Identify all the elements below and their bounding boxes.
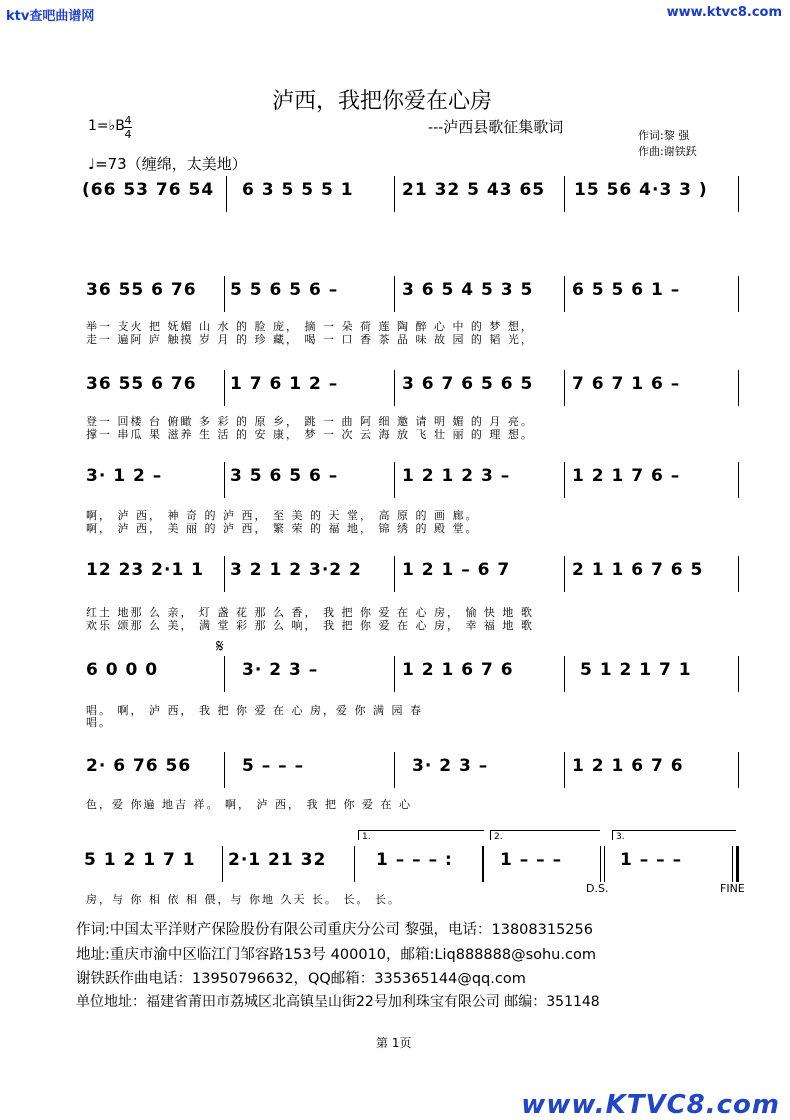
measure: 36 55 6 76 (86, 374, 197, 394)
measure: 21 32 5 43 65 (402, 180, 546, 200)
watermark: www.KTVC8.com (521, 1090, 780, 1120)
measure: 3· 2 3 – (412, 756, 489, 776)
measure: 36 55 6 76 (86, 280, 197, 300)
measure: 6 0 0 0 (86, 660, 159, 680)
measure: 3 2 1 2 3·2 2 (230, 560, 362, 580)
measure: 3 6 5 4 5 3 5 (402, 280, 534, 300)
contact-line: 谢铁跃作曲电话：13950796632，QQ邮箱：335365144@qq.com (76, 971, 526, 987)
site-name-left: ktv查吧曲谱网 (6, 9, 95, 24)
ending-3-label: 3. (616, 832, 625, 842)
contact-line: 单位地址：福建省莆田市荔城区北高镇呈山街22号加利珠宝有限公司 邮编：351148 (76, 994, 600, 1010)
measure: 1 – – – (620, 850, 683, 870)
measure: 5 5 6 5 6 – (230, 280, 339, 300)
score-row-1 (76, 176, 740, 220)
lyric-line: 房，与 你 相 依 相 偎，与 你地 久天 长。 长。 长。 (86, 893, 401, 906)
song-title: 泸西，我把你爱在心房 (272, 89, 493, 114)
measure: 5 1 2 1 7 1 (580, 660, 692, 680)
measure: 2·1 21 32 (228, 850, 327, 870)
measure: 1 – – – (500, 850, 563, 870)
lyric-line: 走一 遍阿 庐 触摸 岁 月 的 珍 藏， 喝 一 口 香 茶 品 味 故 园 的 韬 光， (86, 333, 534, 346)
time-signature (124, 115, 132, 140)
lyric-line: 啊， 泸 西， 神 奇 的 泸 西， 至 美 的 天 堂， 高 原 的 画 廊。 (86, 509, 479, 522)
measure: 3· 1 2 – (86, 466, 163, 486)
measure: 3 5 6 5 6 – (230, 466, 339, 486)
measure: 5 1 2 1 7 1 (84, 850, 196, 870)
score-row-6 (76, 656, 740, 700)
measure: 2 1 1 6 7 6 5 (572, 560, 704, 580)
measure: 12 23 2·1 1 (86, 560, 205, 580)
score-row-8 (76, 846, 740, 890)
fine-mark: FINE (720, 882, 745, 895)
ending-2-label: 2. (494, 832, 503, 842)
lyricist: 作词:黎 强 (638, 129, 690, 142)
lyric-line: 举一 支火 把 妩媚 山 水 的 脸 庞， 摘 一 朵 荷 莲 陶 醉 心 中 的 梦 想， (86, 320, 534, 333)
measure: 5 – – – (242, 756, 305, 776)
lyric-line: 色，爱 你遍 地吉 祥。 啊， 泸 西， 我 把 你 爱 在 心 (86, 798, 412, 811)
measure: 7 6 7 1 6 – (572, 374, 681, 394)
score-row-7 (76, 752, 740, 796)
credits (638, 128, 697, 160)
lyric-line: 唱。 啊， 泸 西， 我 把 你 爱 在 心 房，爱 你 满 园 春 (86, 704, 423, 717)
lyric-line: 啊， 泸 西， 美 丽 的 泸 西， 繁 荣 的 福 地， 锦 绣 的 殿 堂。 (86, 522, 479, 535)
lyric-line: 撑一 串瓜 果 滋养 生 活 的 安 康， 梦 一 次 云 海 放 飞 壮 丽 的 理 想。 (86, 428, 534, 441)
measure: 1 2 1 6 7 6 (402, 660, 514, 680)
site-url-right: www.ktvc8.com (666, 5, 782, 20)
page-number: 第 1页 (376, 1036, 412, 1050)
key-signature: 1=♭B (88, 118, 125, 134)
measure: (66 53 76 54 (82, 180, 215, 200)
measure: 6 3 5 5 5 1 (242, 180, 354, 200)
lyric-line: 登一 回楼 台 俯瞰 多 彩 的 原 乡， 跳 一 曲 阿 细 邀 请 明 媚 的 月 亮。 (86, 415, 534, 428)
contact-line: 地址:重庆市渝中区临江门邹容路153号 400010，邮箱:Liq888888@sohu.com (76, 947, 596, 963)
meter-bottom: 4 (124, 128, 132, 141)
lyric-line: 红土 地那 么 亲， 灯 盏 花 那 么 香， 我 把 你 爱 在 心 房， 愉 快 地 歌 (86, 606, 534, 619)
measure: 2· 6 76 56 (86, 756, 192, 776)
measure: 3 6 7 6 5 6 5 (402, 374, 534, 394)
measure: 1 – – – : (376, 850, 453, 870)
measure: 1 2 1 7 6 – (572, 466, 681, 486)
meter-top: 4 (124, 114, 132, 127)
song-subtitle: ---泸西县歌征集歌词 (428, 118, 564, 136)
lyric-line: 欢乐 颂那 么 美， 满 堂 彩 那 么 响， 我 把 你 爱 在 心 房， 幸 福 地 歌 (86, 619, 534, 632)
score-row-5 (76, 556, 740, 600)
measure: 3· 2 3 – (242, 660, 319, 680)
segno-sign: 𝄋 (216, 636, 224, 657)
score-row-4 (76, 462, 740, 506)
measure: 1 7 6 1 2 – (230, 374, 339, 394)
lyric-line: 唱。 (86, 716, 112, 729)
measure: 1 2 1 – 6 7 (402, 560, 511, 580)
tempo-marking: ♩=73（缠绵，太美地） (88, 155, 247, 173)
measure: 1 2 1 6 7 6 (572, 756, 684, 776)
measure: 1 2 1 2 3 – (402, 466, 511, 486)
ending-1-label: 1. (362, 832, 371, 842)
measure: 6 5 5 6 1 – (572, 280, 681, 300)
da-segno-mark: D.S. (586, 882, 609, 895)
measure: 15 56 4·3 3 ) (574, 180, 708, 200)
composer: 作曲:谢铁跃 (638, 145, 697, 158)
contact-line: 作词:中国太平洋财产保险股份有限公司重庆分公司 黎强，电话：13808315256 (76, 922, 593, 938)
score-row-2 (76, 276, 740, 320)
score-row-3 (76, 370, 740, 414)
